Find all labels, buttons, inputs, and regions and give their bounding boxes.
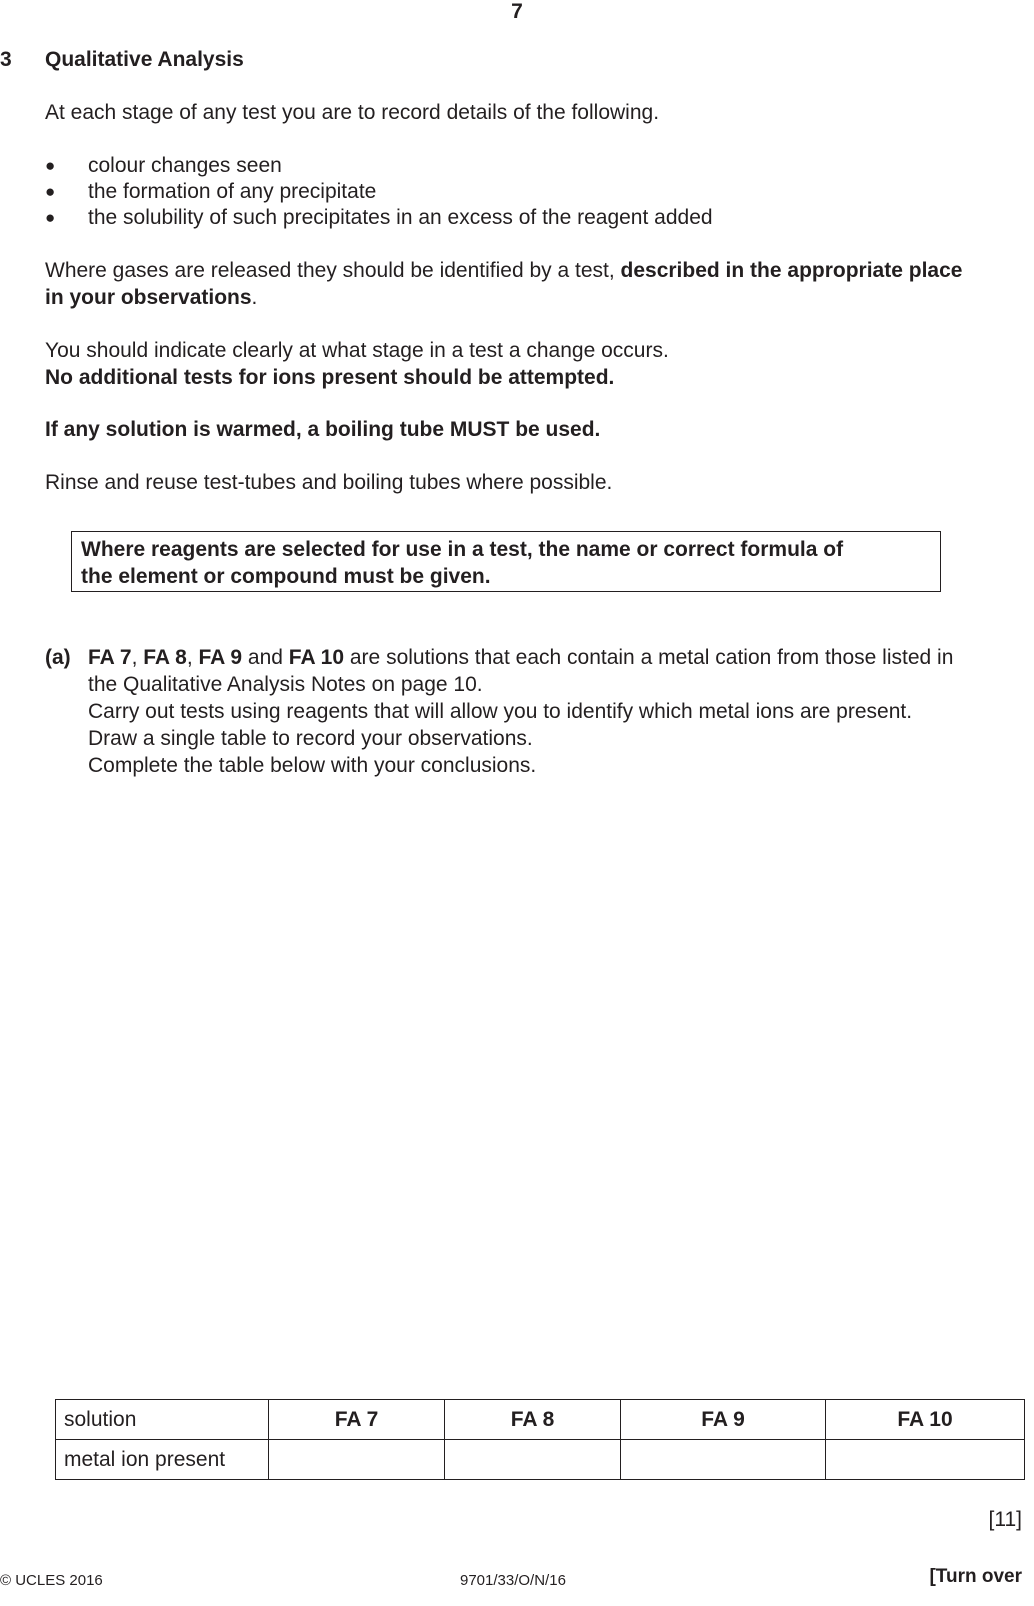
bullet-icon: ● (45, 156, 56, 175)
page-number: 7 (511, 0, 523, 23)
answer-cell-fa9[interactable] (621, 1440, 826, 1480)
row-header-metal-ion: metal ion present (56, 1440, 269, 1480)
gases-instruction (45, 259, 962, 283)
bullet-item: colour changes seen (88, 154, 282, 177)
part-a-line4: Draw a single table to record your observations. (88, 727, 533, 750)
reagents-note-box (71, 531, 941, 592)
table-row (56, 1400, 1025, 1440)
and-text: and (242, 646, 289, 669)
separator: , (186, 646, 199, 669)
gases-bold-1: described in the appropriate place (620, 259, 963, 282)
part-a-label: (a) (45, 646, 71, 669)
column-header-fa9: FA 9 (621, 1400, 826, 1440)
part-a-line3: Carry out tests using reagents that will allow you to identify which metal ions are present. (88, 700, 913, 723)
bullet-icon: ● (45, 208, 56, 227)
stage-text: You should indicate clearly at what stage in a test a change occurs. (45, 339, 669, 362)
question-title: Qualitative Analysis (45, 48, 244, 71)
answer-cell-fa8[interactable] (445, 1440, 621, 1480)
fa10-label: FA 10 (288, 646, 345, 669)
paper-code: 9701/33/O/N/16 (460, 1572, 566, 1589)
bullet-item: the solubility of such precipitates in an excess of the reagent added (88, 206, 713, 229)
bullet-item: the formation of any precipitate (88, 180, 377, 203)
gases-suffix: . (251, 286, 258, 309)
results-table (55, 1399, 1025, 1480)
turn-over: [Turn over (929, 1566, 1022, 1587)
reagents-note-line2: the element or compound must be given. (81, 565, 491, 588)
answer-cell-fa10[interactable] (826, 1440, 1025, 1480)
gases-prefix: Where gases are released they should be identified by a test, (45, 259, 621, 282)
part-a-line1 (88, 646, 953, 670)
intro-text: At each stage of any test you are to record details of the following. (45, 101, 660, 124)
warmed-warning: If any solution is warmed, a boiling tube MUST be used. (45, 418, 601, 441)
rinse-text: Rinse and reuse test-tubes and boiling tubes where possible. (45, 471, 613, 494)
table-row (56, 1440, 1025, 1480)
question-number: 3 (0, 48, 12, 71)
fa7-label: FA 7 (88, 646, 132, 669)
gases-bold-2: in your observations (45, 286, 252, 309)
answer-cell-fa7[interactable] (269, 1440, 445, 1480)
marks-total: [11] (988, 1508, 1022, 1531)
column-header-fa7: FA 7 (269, 1400, 445, 1440)
reagents-note-line1: Where reagents are selected for use in a test, the name or correct formula of (81, 538, 844, 561)
fa9-label: FA 9 (198, 646, 243, 669)
column-header-fa8: FA 8 (445, 1400, 621, 1440)
separator: , (131, 646, 144, 669)
row-header-solution: solution (56, 1400, 269, 1440)
bullet-icon: ● (45, 182, 56, 201)
fa8-label: FA 8 (143, 646, 187, 669)
column-header-fa10: FA 10 (826, 1400, 1025, 1440)
no-additional-tests: No additional tests for ions present should be attempted. (45, 366, 615, 389)
part-a-line1-rest: are solutions that each contain a metal cation from those listed in (344, 646, 954, 669)
copyright: © UCLES 2016 (0, 1572, 103, 1589)
part-a-line2: the Qualitative Analysis Notes on page 10. (88, 673, 483, 696)
part-a-line5: Complete the table below with your conclusions. (88, 754, 537, 777)
gases-instruction-line2 (45, 286, 257, 310)
